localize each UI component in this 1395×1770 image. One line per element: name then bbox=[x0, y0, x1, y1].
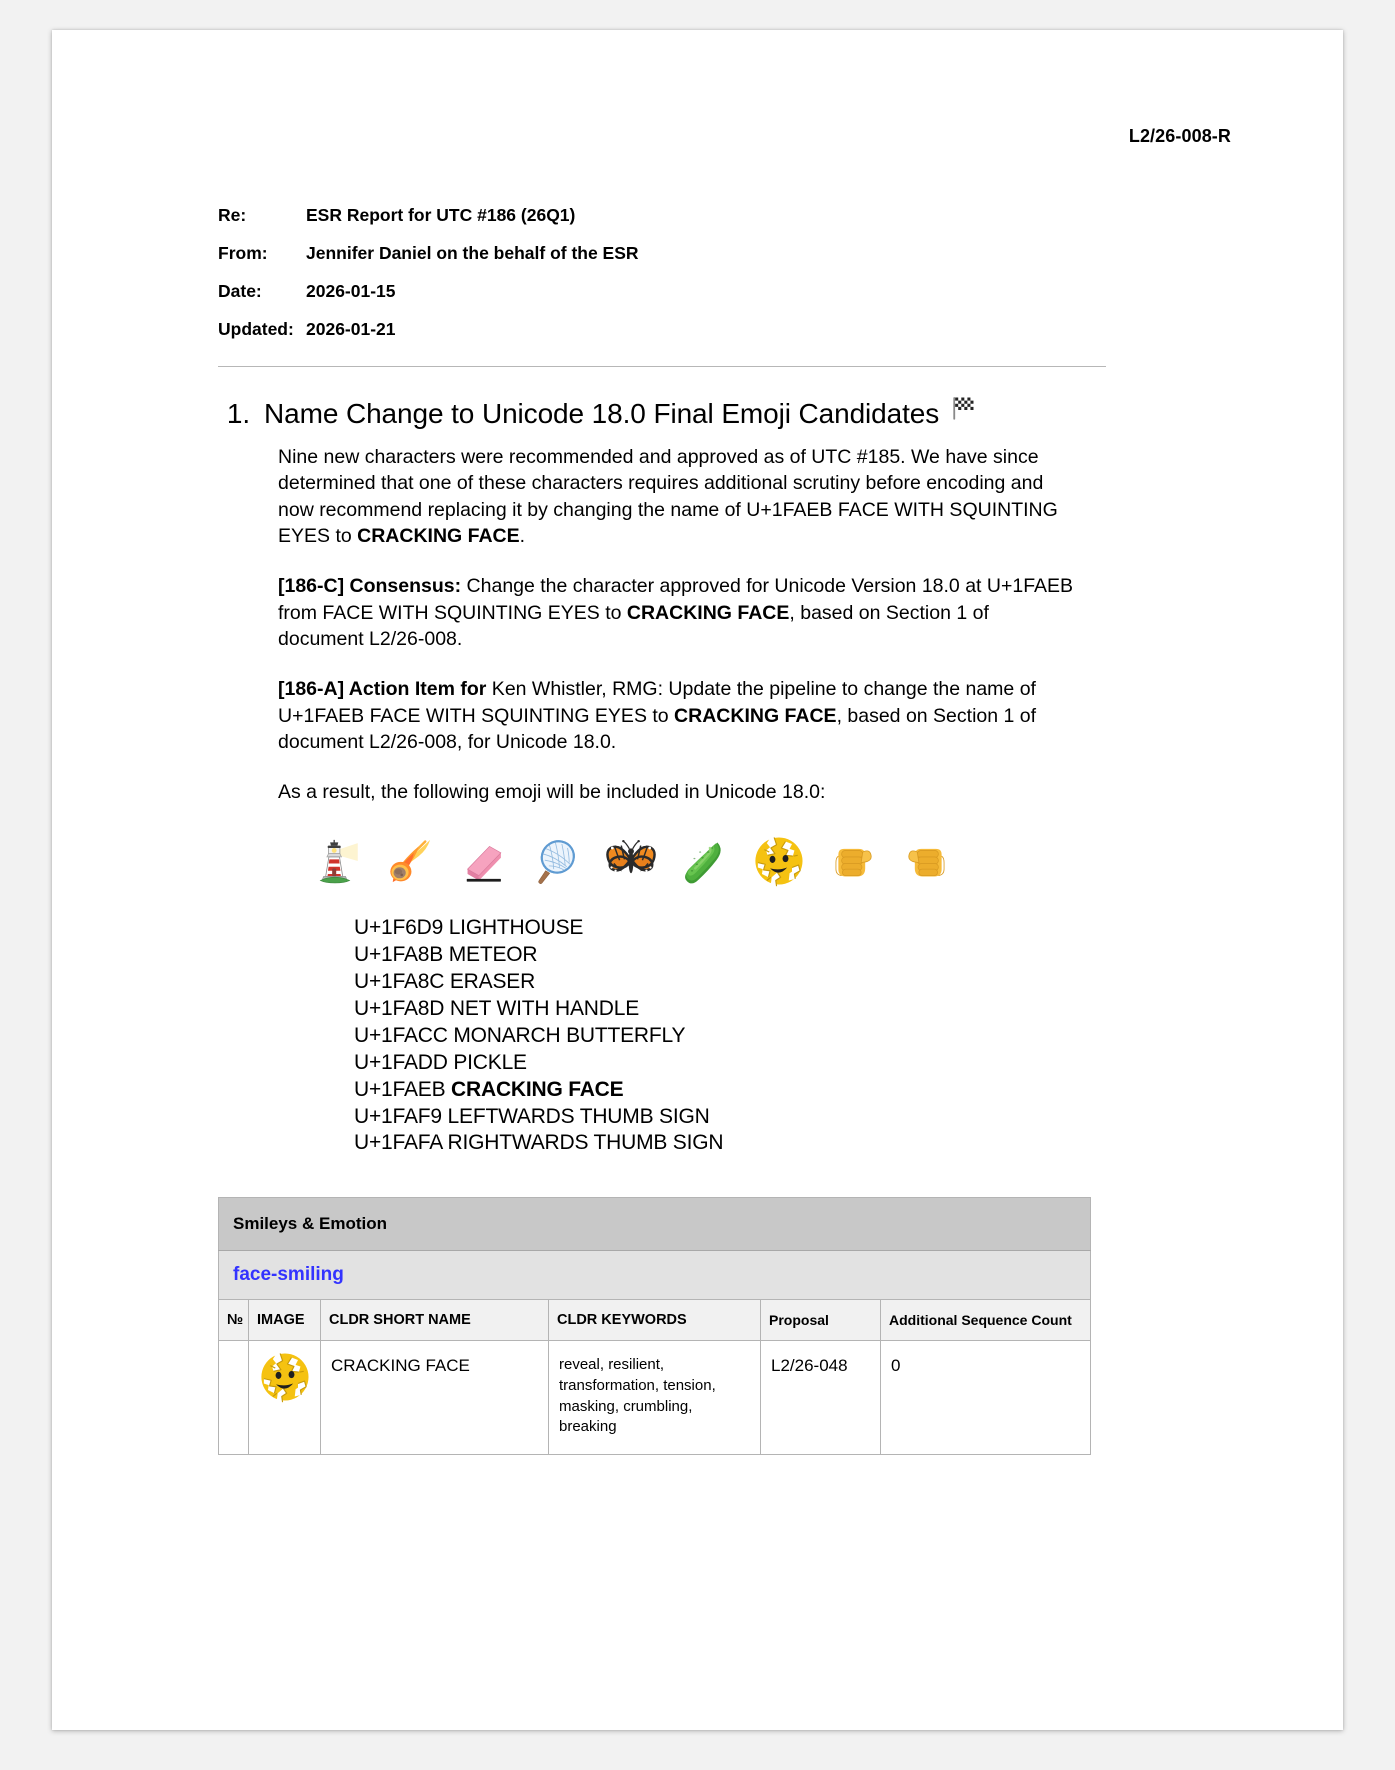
table-category-label: Smileys & Emotion bbox=[219, 1198, 1091, 1251]
paragraph-action-item: [186-A] Action Item for Ken Whistler, RMG: Update the pipeline to change the name of U+1FAEB FACE WITH SQUINTING EYES to CRACKING FACE, based on Section 1 of document L2/26-008, for Unicode 18.0. bbox=[278, 678, 1037, 753]
table-subcategory-row bbox=[219, 1251, 1091, 1300]
column-header-image: IMAGE bbox=[249, 1300, 321, 1341]
codepoint-line-5: U+1FADD PICKLE bbox=[354, 1050, 527, 1074]
cell-keywords: reveal, resilient, transformation, tension, masking, crumbling, breaking bbox=[549, 1341, 761, 1455]
lighthouse-emoji bbox=[308, 833, 362, 889]
table-subcategory-label: face-smiling bbox=[219, 1251, 1091, 1300]
codepoint-line-8: U+1FAFA RIGHTWARDS THUMB SIGN bbox=[354, 1131, 724, 1155]
column-header-keywords: CLDR KEYWORDS bbox=[549, 1300, 761, 1341]
section-title: Name Change to Unicode 18.0 Final Emoji Candidates bbox=[264, 398, 940, 429]
section-number: 1. bbox=[226, 398, 250, 429]
column-header-proposal: Proposal bbox=[761, 1300, 881, 1341]
column-header-no: № bbox=[219, 1300, 249, 1341]
table-row bbox=[219, 1341, 1091, 1455]
codepoint-line-3: U+1FA8D NET WITH HANDLE bbox=[354, 997, 640, 1021]
cracking-face-emoji bbox=[752, 833, 806, 889]
codepoint-list bbox=[354, 915, 1235, 1157]
document-number: L2/26-008-R bbox=[1128, 126, 1231, 146]
table-category-row bbox=[219, 1198, 1091, 1251]
metadata-value-from: Jennifer Daniel on the behalf of the ESR bbox=[306, 243, 639, 263]
cracking-face-emoji bbox=[259, 1351, 310, 1403]
codepoint-line-4: U+1FACC MONARCH BUTTERFLY bbox=[354, 1023, 686, 1047]
codepoint-line-6: U+1FAEB CRACKING FACE bbox=[354, 1077, 624, 1101]
column-header-short-name: CLDR SHORT NAME bbox=[321, 1300, 549, 1341]
cell-asc: 0 bbox=[881, 1341, 1091, 1455]
metadata-value-updated: 2026-01-21 bbox=[306, 319, 396, 339]
metadata-row-updated bbox=[218, 319, 1235, 340]
section-body bbox=[278, 444, 1235, 1157]
metadata-row-date bbox=[218, 281, 1235, 302]
paragraph-result: As a result, the following emoji will be included in Unicode 18.0: bbox=[278, 781, 826, 804]
codepoint-line-7: U+1FAF9 LEFTWARDS THUMB SIGN bbox=[354, 1104, 710, 1128]
metadata-row-from bbox=[218, 243, 1235, 264]
metadata-value-date: 2026-01-15 bbox=[306, 281, 396, 301]
cell-image bbox=[249, 1341, 321, 1455]
rightwards-thumb-sign-emoji bbox=[900, 833, 954, 889]
document-page bbox=[52, 30, 1343, 1730]
cell-no bbox=[219, 1341, 249, 1455]
column-header-asc: Additional Sequence Count bbox=[881, 1300, 1091, 1341]
table-header-row bbox=[219, 1300, 1091, 1341]
emoji-strip bbox=[308, 829, 1235, 889]
net-with-handle-emoji bbox=[530, 833, 584, 889]
eraser-emoji bbox=[456, 833, 510, 889]
monarch-butterfly-emoji bbox=[604, 833, 658, 889]
metadata-block bbox=[218, 205, 1235, 340]
codepoint-line-0: U+1F6D9 LIGHTHOUSE bbox=[354, 916, 584, 940]
section-heading bbox=[218, 393, 1235, 430]
metadata-value-re: ESR Report for UTC #186 (26Q1) bbox=[306, 205, 576, 225]
section-1 bbox=[218, 393, 1235, 1455]
codepoint-line-2: U+1FA8C ERASER bbox=[354, 970, 536, 994]
metadata-label-updated: Updated: bbox=[218, 319, 294, 339]
metadata-label-date: Date: bbox=[218, 281, 262, 301]
leftwards-thumb-sign-emoji bbox=[826, 833, 880, 889]
chequered-flag-icon bbox=[949, 393, 979, 423]
meteor-emoji bbox=[382, 833, 436, 889]
cell-proposal: L2/26-048 bbox=[761, 1341, 881, 1455]
cell-short-name: CRACKING FACE bbox=[321, 1341, 549, 1455]
metadata-row-re bbox=[218, 205, 1235, 226]
paragraph-consensus: [186-C] Consensus: Change the character approved for Unicode Version 18.0 at U+1FAEB from FACE WITH SQUINTING EYES to CRACKING FACE, based on Section 1 of document L2/26-008. bbox=[278, 575, 1074, 650]
horizontal-divider bbox=[218, 366, 1106, 367]
pickle-emoji bbox=[678, 833, 732, 889]
metadata-label-from: From: bbox=[218, 243, 268, 263]
metadata-label-re: Re: bbox=[218, 205, 247, 225]
codepoint-line-1: U+1FA8B METEOR bbox=[354, 943, 538, 967]
paragraph-intro: Nine new characters were recommended and approved as of UTC #185. We have since determined that one of these characters requires additional scrutiny before encoding and now recommend replacing it by changing the name of U+1FAEB FACE WITH SQUINTING EYES to CRACKING FACE. bbox=[278, 446, 1058, 547]
emoji-table bbox=[218, 1197, 1091, 1455]
